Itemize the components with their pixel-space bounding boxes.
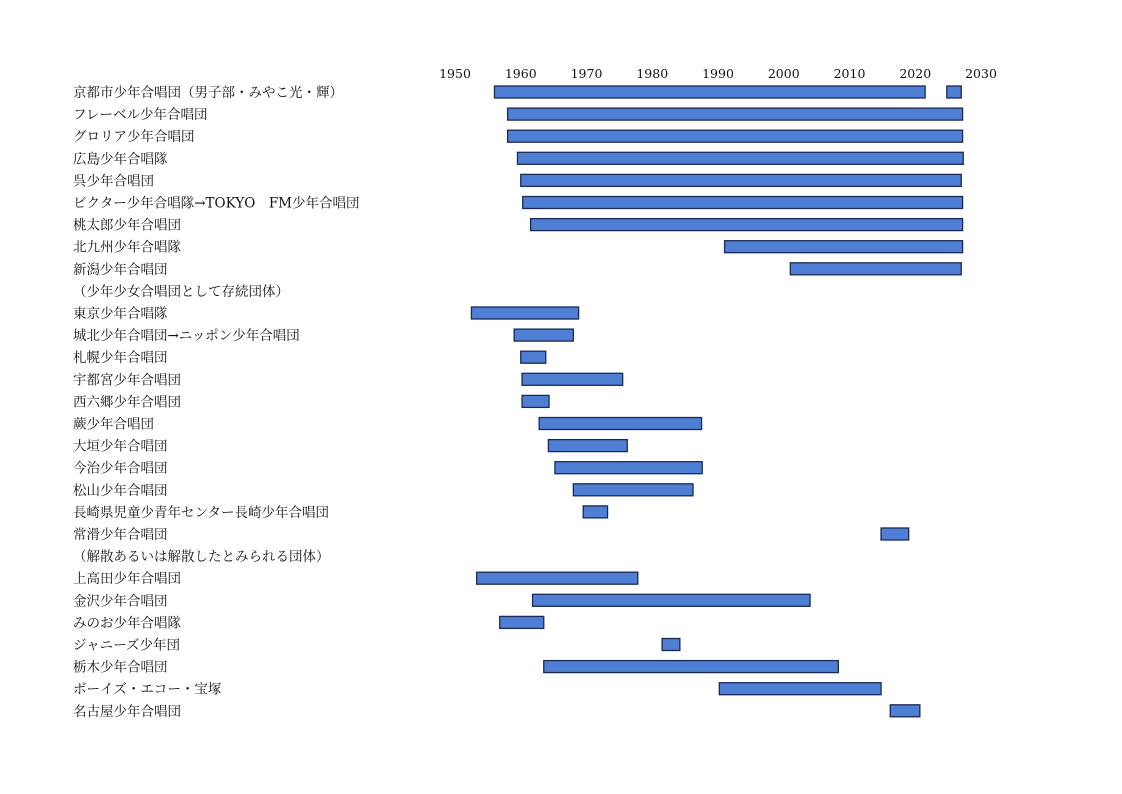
row-label: 宇都宮少年合唱団 (73, 372, 181, 389)
timeline-bar (890, 705, 920, 717)
row-label: 金沢少年合唱団 (73, 593, 168, 610)
row-label: 松山少年合唱団 (73, 482, 168, 499)
timeline-bar (517, 152, 963, 164)
timeline-bar (583, 506, 607, 518)
timeline-bar (881, 528, 909, 540)
x-tick-label: 2030 (965, 66, 997, 81)
timeline-bar (725, 241, 963, 253)
row-label: 栃木少年合唱団 (73, 659, 168, 676)
row-label: 東京少年合唱隊 (73, 306, 168, 322)
x-tick-label: 2000 (767, 66, 800, 81)
x-tick-label: 2020 (899, 66, 932, 81)
timeline-bar (522, 373, 623, 385)
timeline-bar (500, 616, 544, 628)
timeline-bar (719, 683, 881, 695)
row-label: 蕨少年合唱団 (73, 416, 154, 433)
row-label: ビクター少年合唱隊→TOKYO FM少年合唱団 (73, 195, 360, 212)
x-tick-label: 1990 (702, 66, 734, 81)
row-label: 名古屋少年合唱団 (73, 703, 181, 720)
timeline-bar (544, 661, 839, 673)
row-label: 札幌少年合唱団 (73, 350, 168, 367)
row-label: 桃太郎少年合唱団 (73, 217, 181, 234)
row-label: 新潟少年合唱団 (73, 261, 168, 278)
timeline-bar (533, 594, 810, 606)
row-label: ボーイズ・エコー・宝塚 (73, 681, 222, 698)
row-label: 広島少年合唱隊 (73, 151, 168, 168)
timeline-bar (521, 351, 546, 363)
row-label: 上高田少年合唱団 (73, 571, 181, 588)
row-label: 城北少年合唱団→ニッポン少年合唱団 (73, 328, 300, 345)
row-label: 今治少年合唱団 (73, 460, 168, 477)
group-heading: （少年少女合唱団として存続団体） (73, 283, 289, 300)
timeline-bar (531, 219, 963, 231)
row-label: ジャニーズ少年団 (73, 637, 181, 654)
timeline-bar (514, 329, 573, 341)
row-label: グロリア少年合唱団 (73, 129, 195, 146)
row-label: フレーベル少年合唱団 (73, 107, 208, 124)
timeline-bar (555, 462, 702, 474)
bars (471, 86, 963, 717)
row-label: みのお少年合唱隊 (73, 615, 181, 632)
timeline-bar (548, 440, 627, 452)
row-labels (73, 84, 360, 720)
row-label: 常滑少年合唱団 (73, 527, 168, 543)
x-tick-label: 1950 (439, 66, 471, 81)
timeline-bar (573, 484, 693, 496)
timeline-bar (790, 263, 961, 275)
timeline-bar (522, 395, 549, 407)
timeline-bar (523, 197, 963, 209)
timeline-bar (947, 86, 961, 98)
row-label: 大垣少年合唱団 (73, 438, 168, 455)
x-tick-label: 1980 (636, 66, 669, 81)
x-tick-label: 1970 (570, 66, 603, 81)
x-axis-ticks (439, 66, 997, 81)
timeline-bar (471, 307, 578, 319)
row-label: 北九州少年合唱隊 (73, 239, 181, 256)
row-label: 京都市少年合唱団（男子部・みやこ光・輝） (73, 85, 343, 101)
x-tick-label: 2010 (833, 66, 866, 81)
timeline-bar (539, 418, 701, 430)
x-tick-label: 1960 (504, 66, 537, 81)
row-label: 西六郷少年合唱団 (73, 394, 181, 411)
timeline-bar (521, 174, 962, 186)
row-label: 長崎県児童少青年センター長崎少年合唱団 (73, 504, 329, 521)
timeline-bar (662, 639, 680, 651)
timeline-bar (494, 86, 925, 98)
timeline-bar (508, 130, 963, 142)
timeline-bar (508, 108, 963, 120)
row-label: 呉少年合唱団 (73, 173, 154, 190)
timeline-bar (477, 572, 638, 584)
group-heading: （解散あるいは解散したとみられる団体） (73, 549, 330, 566)
